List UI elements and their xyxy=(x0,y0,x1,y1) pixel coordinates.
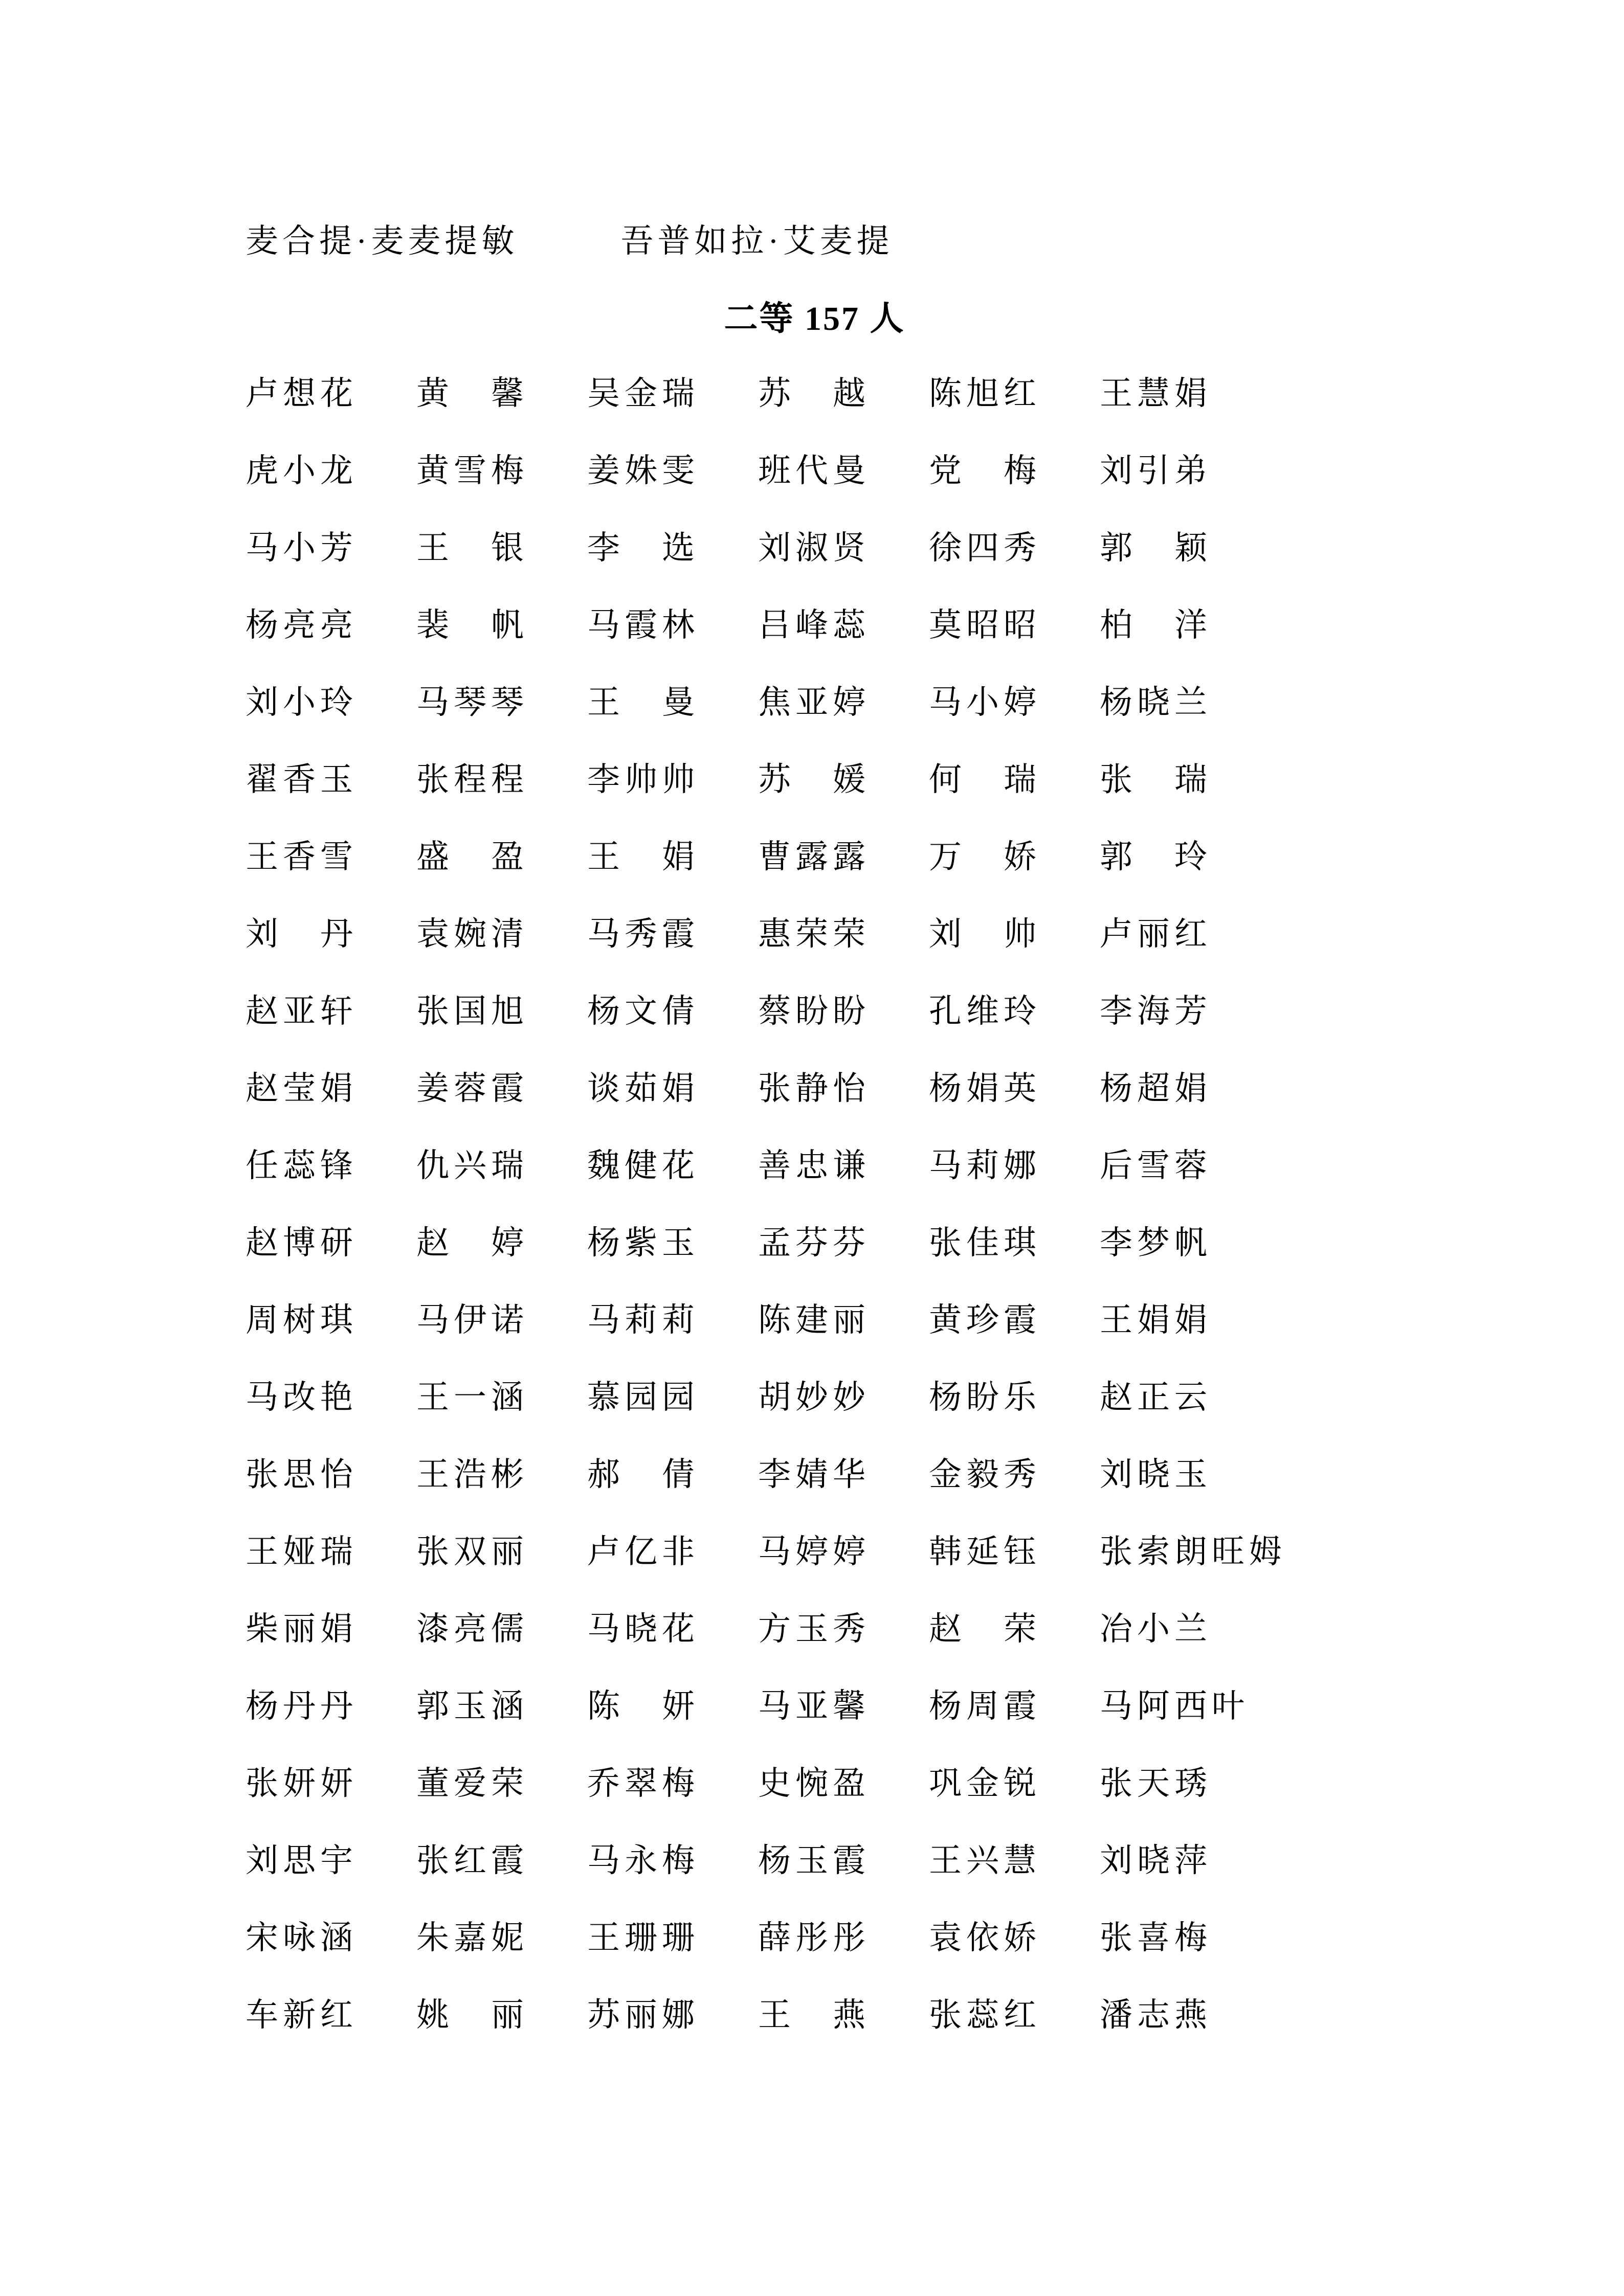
name-cell: 翟香玉 xyxy=(246,761,358,798)
name-cell: 卢亿非 xyxy=(587,1533,699,1570)
name-cell: 杨娟英 xyxy=(929,1070,1041,1107)
name-cell: 马小芳 xyxy=(246,529,358,566)
name-cell: 张双丽 xyxy=(416,1533,528,1570)
name-cell: 王 银 xyxy=(416,529,528,566)
name-cell: 后雪蓉 xyxy=(1100,1147,1212,1184)
name-cell: 马秀霞 xyxy=(587,915,699,952)
name-cell: 马琴琴 xyxy=(416,684,528,721)
name-cell: 马伊诺 xyxy=(416,1301,528,1338)
name-cell: 乔翠梅 xyxy=(587,1765,699,1802)
name-cell: 万 娇 xyxy=(929,838,1041,875)
name-cell: 杨丹丹 xyxy=(246,1687,358,1724)
name-cell: 杨紫玉 xyxy=(587,1224,699,1261)
name-cell: 赵正云 xyxy=(1100,1379,1212,1415)
name-cell: 孔维玲 xyxy=(929,993,1041,1029)
name-cell: 何 瑞 xyxy=(929,761,1041,798)
name-cell: 王兴慧 xyxy=(929,1842,1041,1879)
name-cell: 班代曼 xyxy=(758,452,870,489)
header-line xyxy=(246,224,1384,259)
name-cell: 卢丽红 xyxy=(1100,915,1212,952)
name-cell: 吕峰蕊 xyxy=(758,606,870,643)
name-cell: 王 燕 xyxy=(758,1996,870,2033)
name-cell: 任蕊锋 xyxy=(246,1147,358,1184)
name-cell: 郭 颖 xyxy=(1100,529,1212,566)
name-cell: 仇兴瑞 xyxy=(416,1147,528,1184)
name-cell: 刘 帅 xyxy=(929,915,1041,952)
name-cell: 张思怡 xyxy=(246,1456,358,1493)
name-cell: 郭 玲 xyxy=(1100,838,1212,875)
name-cell: 李帅帅 xyxy=(587,761,699,798)
name-cell: 赵莹娟 xyxy=(246,1070,358,1107)
name-cell: 黄 馨 xyxy=(416,375,528,412)
name-cell: 刘晓萍 xyxy=(1100,1842,1212,1879)
name-cell: 马莉娜 xyxy=(929,1147,1041,1184)
name-cell: 陈 妍 xyxy=(587,1687,699,1724)
name-cell: 张蕊红 xyxy=(929,1996,1041,2033)
name-cell: 赵博研 xyxy=(246,1224,358,1261)
name-cell: 虎小龙 xyxy=(246,452,358,489)
name-cell: 谈茹娟 xyxy=(587,1070,699,1107)
name-cell: 杨玉霞 xyxy=(758,1842,870,1879)
name-cell: 蔡盼盼 xyxy=(758,993,870,1029)
name-cell: 徐四秀 xyxy=(929,529,1041,566)
name-cell: 黄珍霞 xyxy=(929,1301,1041,1338)
name-cell: 马婷婷 xyxy=(758,1533,870,1570)
name-cell: 杨周霞 xyxy=(929,1687,1041,1724)
name-cell: 苏 越 xyxy=(758,375,870,412)
name-cell: 韩延钰 xyxy=(929,1533,1041,1570)
name-cell: 姜蓉霞 xyxy=(416,1070,528,1107)
name-cell: 王 曼 xyxy=(587,684,699,721)
name-cell: 王慧娟 xyxy=(1100,375,1212,412)
name-cell: 史惋盈 xyxy=(758,1765,870,1802)
name-cell: 曹露露 xyxy=(758,838,870,875)
name-cell: 裴 帆 xyxy=(416,606,528,643)
name-cell: 王香雪 xyxy=(246,838,358,875)
name-cell: 惠荣荣 xyxy=(758,915,870,952)
name-cell: 张红霞 xyxy=(416,1842,528,1879)
name-cell: 董爱荣 xyxy=(416,1765,528,1802)
name-cell: 刘淑贤 xyxy=(758,529,870,566)
name-cell: 张 瑞 xyxy=(1100,761,1212,798)
name-cell: 方玉秀 xyxy=(758,1610,870,1647)
name-cell: 马晓花 xyxy=(587,1610,699,1647)
name-cell: 马莉莉 xyxy=(587,1301,699,1338)
name-cell: 善忠谦 xyxy=(758,1147,870,1184)
name-cell: 袁婉清 xyxy=(416,915,528,952)
name-cell: 王一涵 xyxy=(416,1379,528,1415)
name-cell: 莫昭昭 xyxy=(929,606,1041,643)
header-name-1: 麦合提·麦麦提敏 xyxy=(246,223,519,259)
name-cell: 冶小兰 xyxy=(1100,1610,1212,1647)
name-cell: 张妍妍 xyxy=(246,1765,358,1802)
name-cell: 黄雪梅 xyxy=(416,452,528,489)
name-cell: 柴丽娟 xyxy=(246,1610,358,1647)
name-cell: 杨文倩 xyxy=(587,993,699,1029)
name-cell: 周树琪 xyxy=(246,1301,358,1338)
name-cell: 马小婷 xyxy=(929,684,1041,721)
name-cell: 赵 荣 xyxy=(929,1610,1041,1647)
name-cell: 陈旭红 xyxy=(929,375,1041,412)
name-cell: 刘晓玉 xyxy=(1100,1456,1212,1493)
name-cell: 张佳琪 xyxy=(929,1224,1041,1261)
name-cell: 马永梅 xyxy=(587,1842,699,1879)
names-grid xyxy=(246,352,1384,2051)
name-cell: 张喜梅 xyxy=(1100,1919,1212,1956)
name-cell: 赵亚轩 xyxy=(246,993,358,1029)
name-cell: 孟芬芬 xyxy=(758,1224,870,1261)
name-cell: 车新红 xyxy=(246,1996,358,2033)
name-cell: 魏健花 xyxy=(587,1147,699,1184)
name-cell: 马阿西叶 xyxy=(1100,1687,1249,1724)
name-cell: 杨亮亮 xyxy=(246,606,358,643)
name-cell: 王娟娟 xyxy=(1100,1301,1212,1338)
name-cell: 杨超娟 xyxy=(1100,1070,1212,1107)
name-cell: 姜姝雯 xyxy=(587,452,699,489)
name-cell: 王珊珊 xyxy=(587,1919,699,1956)
name-cell: 朱嘉妮 xyxy=(416,1919,528,1956)
name-cell: 吴金瑞 xyxy=(587,375,699,412)
name-cell: 杨盼乐 xyxy=(929,1379,1041,1415)
name-cell: 焦亚婷 xyxy=(758,684,870,721)
name-cell: 王浩彬 xyxy=(416,1456,528,1493)
name-cell: 柏 洋 xyxy=(1100,606,1212,643)
name-cell: 郭玉涵 xyxy=(416,1687,528,1724)
name-cell: 巩金锐 xyxy=(929,1765,1041,1802)
name-cell: 慕园园 xyxy=(587,1379,699,1415)
name-cell: 李梦帆 xyxy=(1100,1224,1212,1261)
name-cell: 刘引弟 xyxy=(1100,452,1212,489)
name-cell: 王 娟 xyxy=(587,838,699,875)
name-cell: 杨晓兰 xyxy=(1100,684,1212,721)
header-name-2: 吾普如拉·艾麦提 xyxy=(620,223,894,259)
name-cell: 马霞林 xyxy=(587,606,699,643)
name-cell: 李海芳 xyxy=(1100,993,1212,1029)
name-cell: 金毅秀 xyxy=(929,1456,1041,1493)
name-cell: 卢想花 xyxy=(246,375,358,412)
name-cell: 李 选 xyxy=(587,529,699,566)
name-cell: 张国旭 xyxy=(416,993,528,1029)
name-cell: 刘思宇 xyxy=(246,1842,358,1879)
name-cell: 李婧华 xyxy=(758,1456,870,1493)
name-cell: 马改艳 xyxy=(246,1379,358,1415)
name-cell: 宋咏涵 xyxy=(246,1919,358,1956)
name-cell: 王娅瑞 xyxy=(246,1533,358,1570)
name-cell: 刘小玲 xyxy=(246,684,358,721)
name-cell: 马亚馨 xyxy=(758,1687,870,1724)
name-cell: 漆亮儒 xyxy=(416,1610,528,1647)
name-cell: 刘 丹 xyxy=(246,915,358,952)
name-cell: 潘志燕 xyxy=(1100,1996,1212,2033)
name-cell: 张程程 xyxy=(416,761,528,798)
name-cell: 张索朗旺姆 xyxy=(1100,1533,1286,1570)
name-cell: 张静怡 xyxy=(758,1070,870,1107)
name-cell: 陈建丽 xyxy=(758,1301,870,1338)
name-cell: 张天琇 xyxy=(1100,1765,1212,1802)
name-cell: 盛 盈 xyxy=(416,838,528,875)
name-cell: 郝 倩 xyxy=(587,1456,699,1493)
name-cell: 姚 丽 xyxy=(416,1996,528,2033)
section-title: 二等 157 人 xyxy=(724,300,905,337)
name-cell: 党 梅 xyxy=(929,452,1041,489)
name-cell: 苏 媛 xyxy=(758,761,870,798)
name-cell: 胡妙妙 xyxy=(758,1379,870,1415)
name-cell: 赵 婷 xyxy=(416,1224,528,1261)
name-cell: 袁依娇 xyxy=(929,1919,1041,1956)
name-cell: 薛彤彤 xyxy=(758,1919,870,1956)
name-cell: 苏丽娜 xyxy=(587,1996,699,2033)
